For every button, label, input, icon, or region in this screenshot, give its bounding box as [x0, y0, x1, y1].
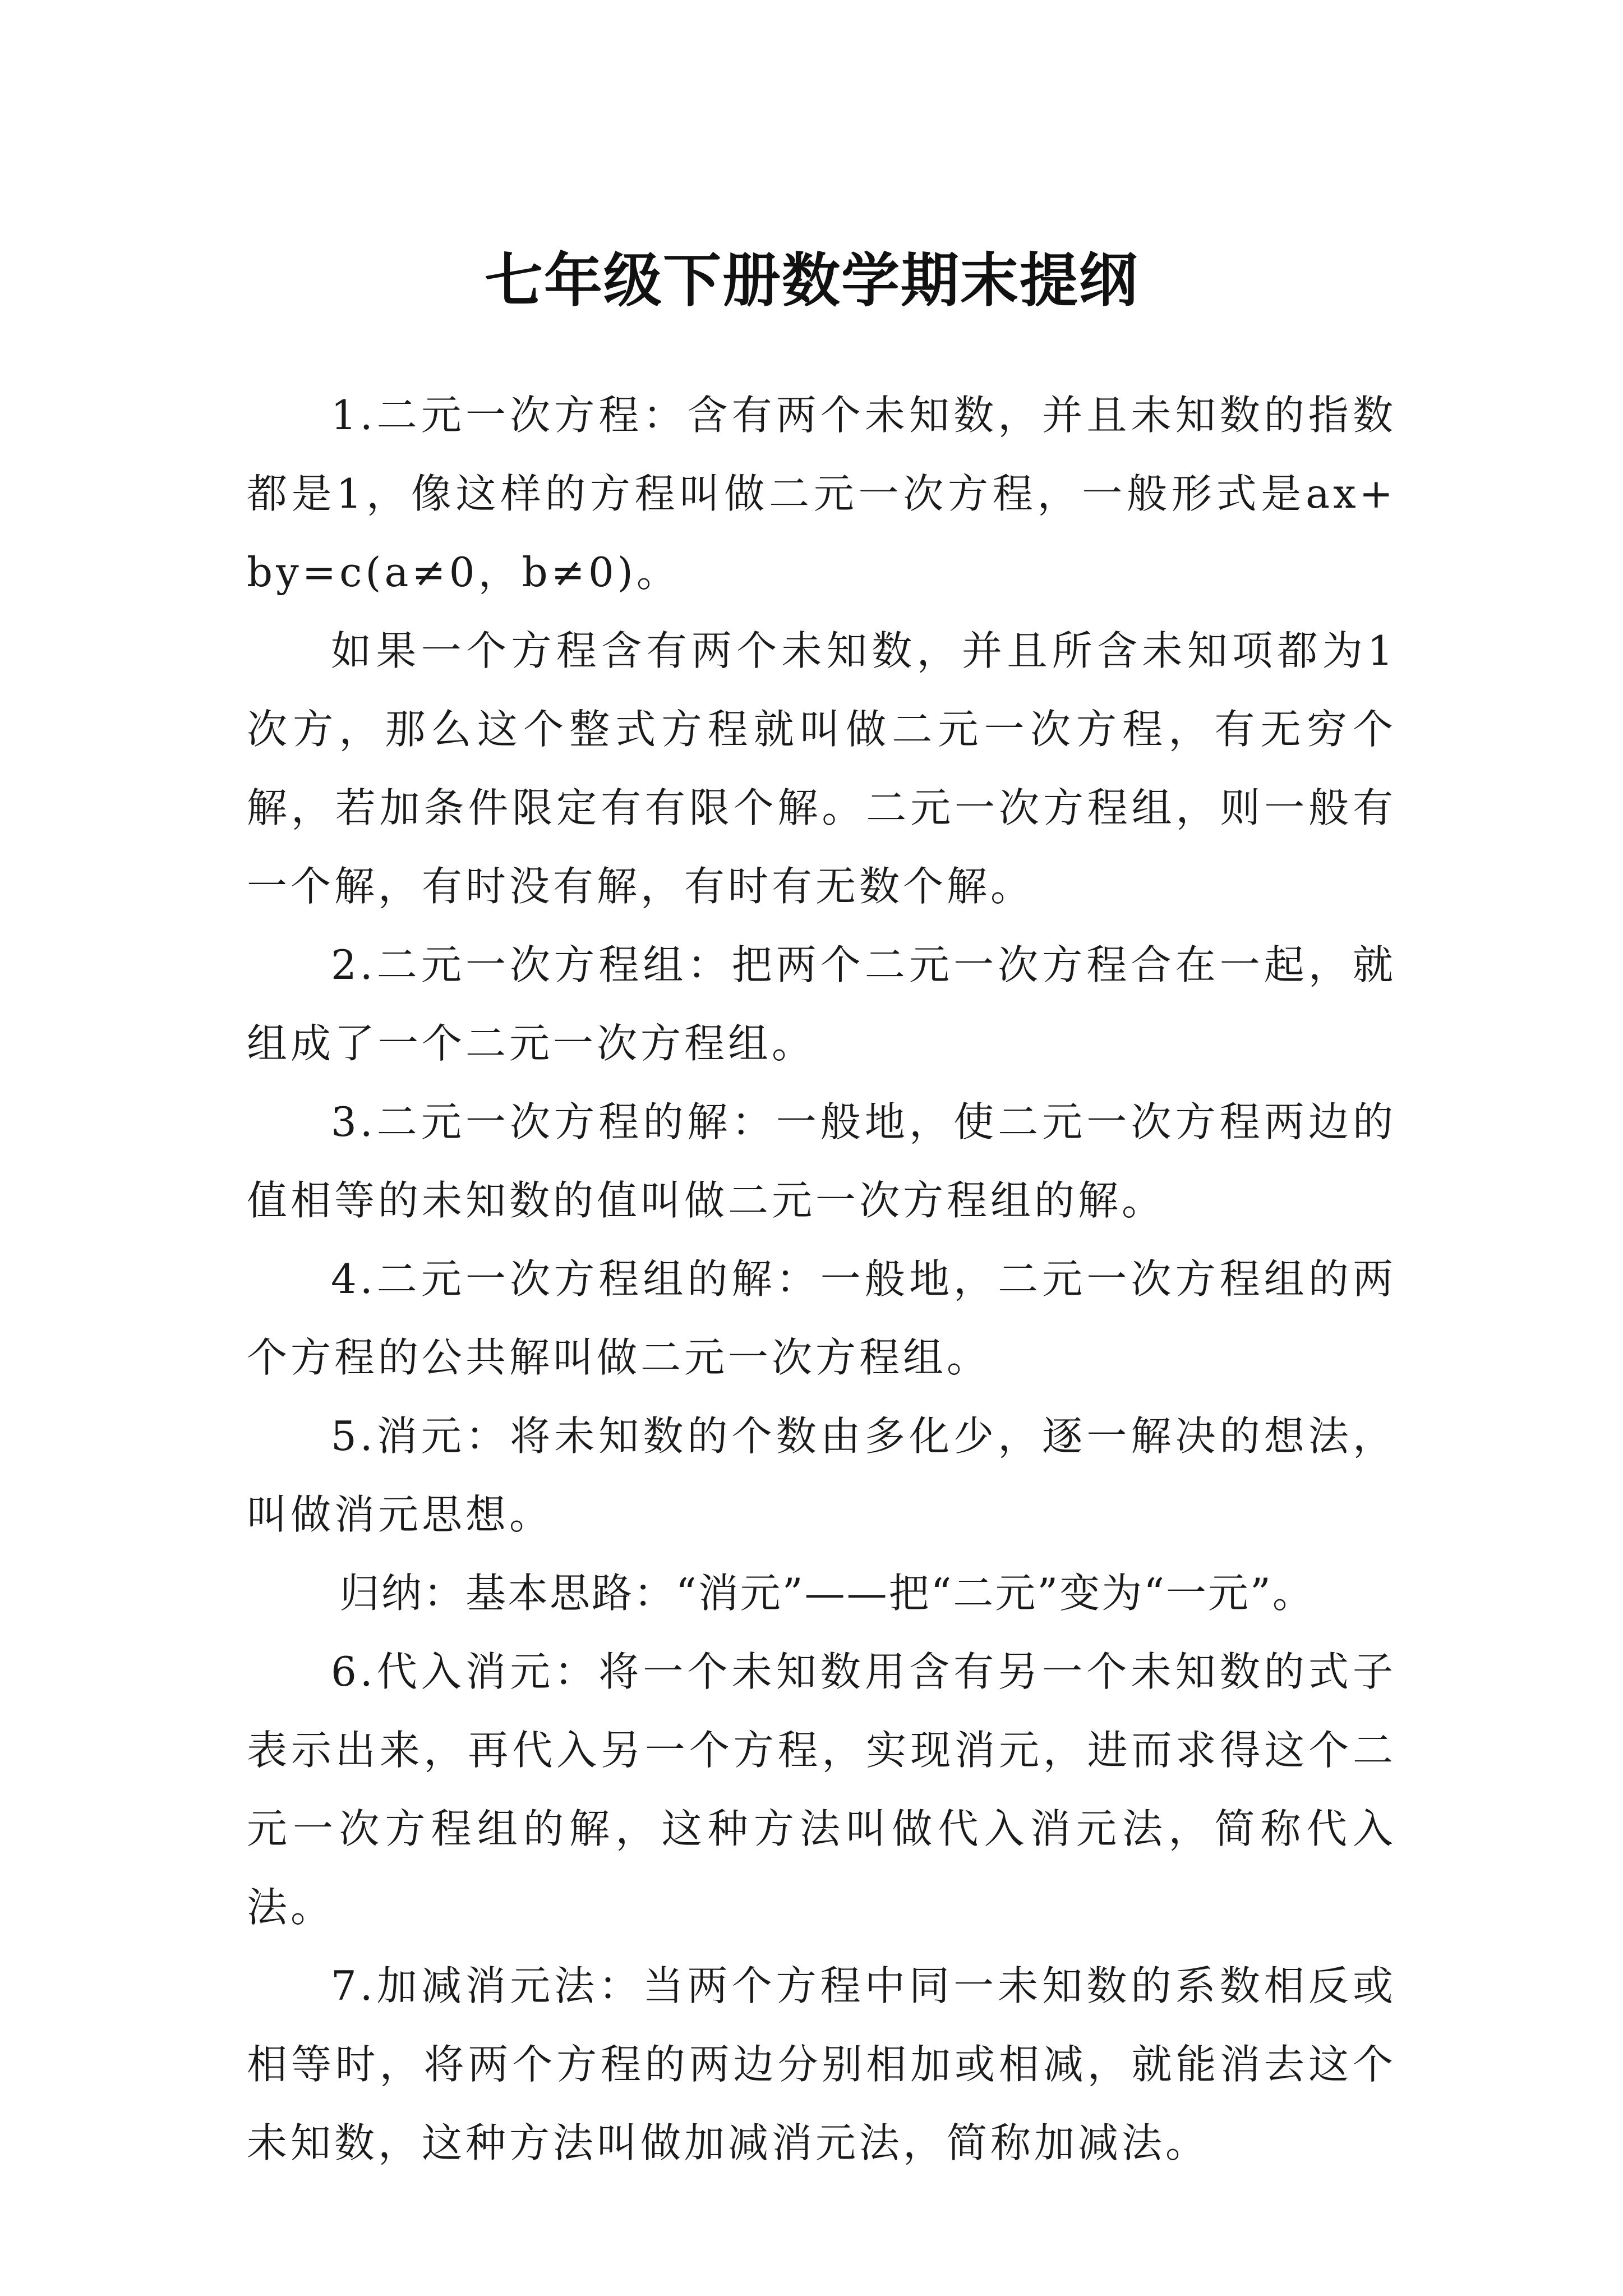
- paragraph-4-system-solution: 4.二元一次方程组的解：一般地，二元一次方程组的两个方程的公共解叫做二元一次方程组。: [247, 1255, 1396, 1381]
- paragraph-1-definition: 1.二元一次方程：含有两个未知数，并且未知数的指数都是1，像这样的方程叫做二元一次方程，一般形式是ax+by=c(a≠0，b≠0)。: [247, 392, 1396, 596]
- document-title: 七年级下册数学期末提纲: [484, 245, 1138, 315]
- paragraph-6-substitution: 6.代入消元：将一个未知数用含有另一个未知数的式子表示出来，再代入另一个方程，实现消元，进而求得这个二元一次方程组的解，这种方法叫做代入消元法，简称代入法。: [247, 1648, 1396, 1931]
- paragraph-5-elimination: 5.消元：将未知数的个数由多化少，逐一解决的想法，叫做消元思想。: [247, 1412, 1396, 1538]
- document-body: [247, 376, 1396, 2182]
- paragraph-2-system: 2.二元一次方程组：把两个二元一次方程合在一起，就组成了一个二元一次方程组。: [247, 941, 1396, 1067]
- paragraph-equation-explanation: 如果一个方程含有两个未知数，并且所含未知项都为1次方，那么这个整式方程就叫做二元一次方程，有无穷个解，若加条件限定有有限个解。二元一次方程组，则一般有一个解，有时没有解，有时有无数个解。: [247, 627, 1396, 910]
- paragraph-7-addition-subtraction: 7.加减消元法：当两个方程中同一未知数的系数相反或相等时，将两个方程的两边分别相加或相减，就能消去这个未知数，这种方法叫做加减消元法，简称加减法。: [247, 1962, 1396, 2166]
- paragraph-3-solution: 3.二元一次方程的解：一般地，使二元一次方程两边的值相等的未知数的值叫做二元一次方程组的解。: [247, 1098, 1396, 1224]
- paragraph-summary: 归纳：基本思路：“消元”——把“二元”变为“一元”。: [339, 1570, 1315, 1617]
